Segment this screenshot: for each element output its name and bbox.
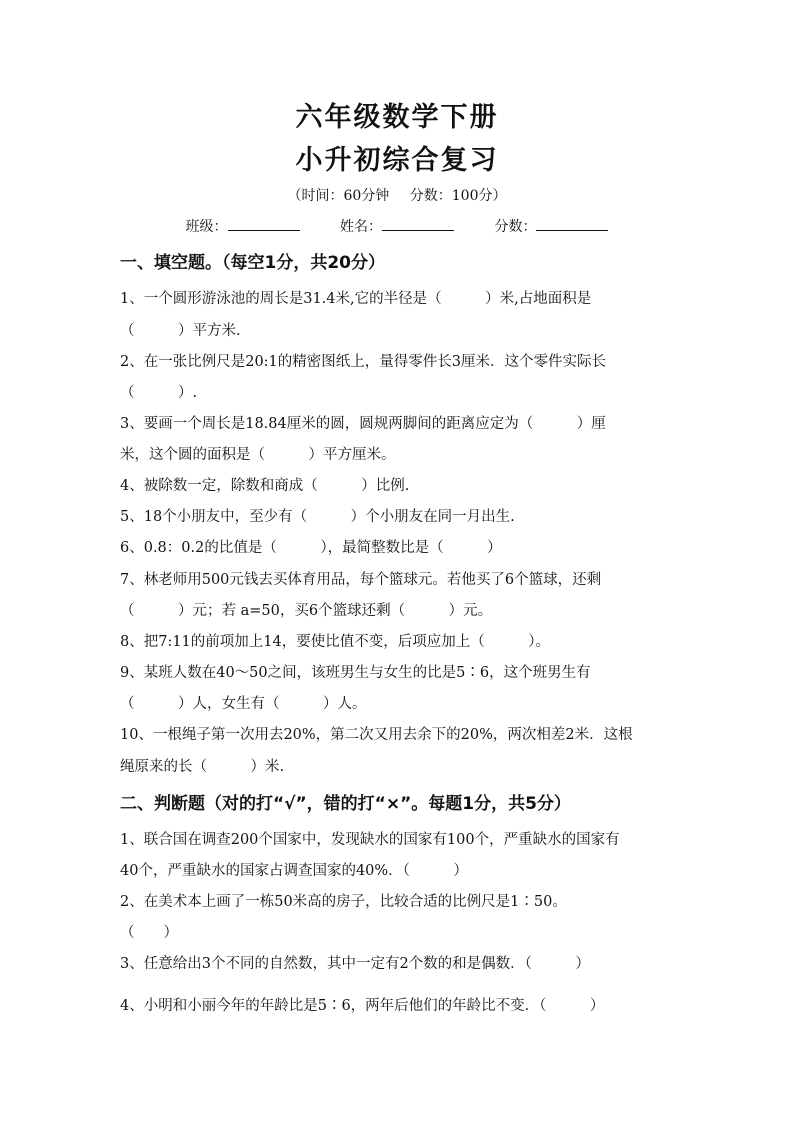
question-line: 1、一个圆形游泳池的周长是31.4米,它的半径是（ ）米,占地面积是	[120, 291, 592, 307]
question-line: 10、一根绳子第一次用去20%，第二次又用去余下的20%，两次相差2米．这根	[120, 727, 633, 743]
question-line: 5、18个小朋友中，至少有（ ）个小朋友在同一月出生.	[120, 509, 515, 525]
question-line: 米，这个圆的面积是（ ）平方厘米。	[120, 447, 396, 463]
question-line: （ ）.	[120, 385, 198, 401]
title-line-2: 小升初综合复习	[295, 145, 499, 176]
question-line: 9、某班人数在40～50之间，该班男生与女生的比是5∶6，这个班男生有	[120, 665, 591, 681]
name-field	[340, 216, 454, 238]
question-line: 3、要画一个周长是18.84厘米的圆，圆规两脚间的距离应定为（ ）厘	[120, 416, 606, 432]
question-line: 1、联合国在调查200个国家中，发现缺水的国家有100个，严重缺水的国家有	[120, 832, 620, 848]
question-line: （ ）平方米.	[120, 323, 241, 339]
title-line-1: 六年级数学下册	[295, 102, 499, 133]
name-blank[interactable]	[382, 216, 454, 231]
question-line: 7、林老师用500元钱去买体育用品，每个篮球元。若他买了6个篮球，还剩	[120, 572, 602, 588]
student-info	[0, 216, 794, 238]
section1-heading: 一、填空题。（每空1分，共20分）	[120, 253, 385, 273]
question-line: 6、0.8：0.2的比值是（ ），最简整数比是（ ）	[120, 540, 502, 556]
total-score: 分数：100分）	[409, 188, 507, 204]
question-line: （ ）元；若 a=50，买6个篮球还剩（ ）元。	[120, 603, 493, 619]
name-label: 姓名：	[340, 219, 382, 235]
question-line: 2、在一张比例尺是20:1的精密图纸上，量得零件长3厘米．这个零件实际长	[120, 354, 607, 370]
class-label: 班级：	[185, 219, 228, 235]
question-line: 3、任意给出3个不同的自然数，其中一定有2个数的和是偶数．（ ）	[120, 956, 590, 972]
question-line: （ ）人，女生有（ ）人。	[120, 696, 367, 712]
class-field	[186, 216, 300, 238]
score-blank[interactable]	[536, 216, 608, 231]
question-line: （ ）	[120, 925, 178, 941]
question-line: 4、小明和小丽今年的年龄比是5∶6，两年后他们的年龄比不变．（ ）	[120, 998, 605, 1014]
class-blank[interactable]	[228, 216, 300, 231]
section2-heading: 二、判断题（对的打“√”，错的打“×”。每题1分，共5分）	[120, 794, 571, 814]
exam-meta	[0, 186, 794, 206]
time-limit: （时间：60分钟	[287, 188, 390, 204]
score-label: 分数：	[494, 219, 537, 235]
question-line: 40个，严重缺水的国家占调查国家的40%．（ ）	[120, 863, 468, 879]
question-line: 4、被除数一定，除数和商成（ ）比例.	[120, 478, 410, 494]
score-field	[494, 216, 608, 238]
question-line: 绳原来的长（ ）米.	[120, 759, 285, 775]
question-line: 8、把7:11的前项加上14，要使比值不变，后项应加上（ ）。	[120, 634, 550, 650]
question-line: 2、在美术本上画了一栋50米高的房子，比较合适的比例尺是1∶50。	[120, 894, 567, 910]
